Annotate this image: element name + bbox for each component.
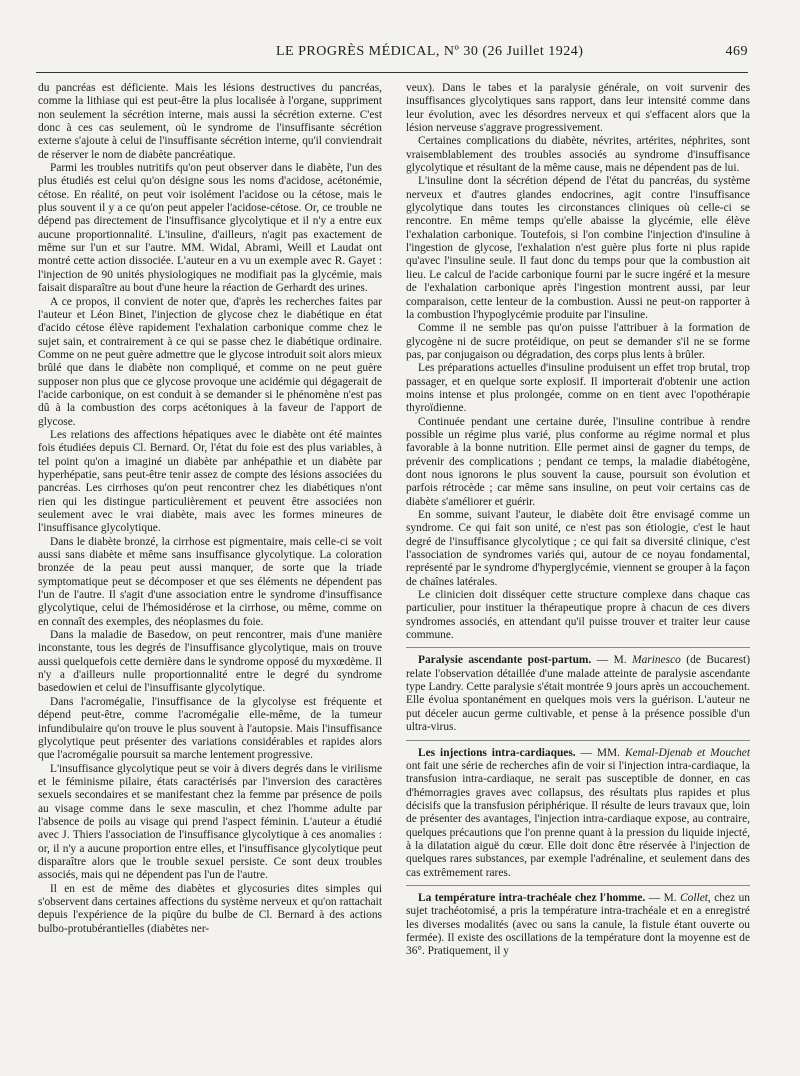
section-divider — [406, 885, 750, 886]
item-dash: — M. — [645, 891, 681, 904]
right-column — [406, 82, 750, 959]
item-title: Paralysie ascendante post-partum. — [418, 654, 592, 667]
paragraph: Continuée pendant une certaine durée, l'insuline contribue à rendre possible un régime plus varié, plus conforme au régime normal et plus favorable à la bonne nutrition. Elle permet ainsi de gagner du temps, de prévenir des complications ; pendant ce temps, la maladie diabétogène, dont nous ignorons le plus souvent la cause, poursuit son évolution et parfois rétrocède ; car même sans insuline, on peut voir certains cas de diabète s'améliorer et guérir. — [406, 415, 750, 508]
section-divider — [406, 740, 750, 741]
paragraph: du pancréas est déficiente. Mais les lésions destructives du pancréas, comme la lithiase qui est peut-être la plus localisée à l'organe, suppriment non seulement la sécrétion interne, mais aussi la sécrétion externe. C'est donc à ces cas seulement, où le syndrome de l'insuffisante sécrétion externe s'ajoute à celui de l'insuffisante sécrétion interne, qu'il conviendrait de réserver le nom de diabète pancréatique. — [38, 82, 382, 161]
left-column — [38, 82, 382, 936]
paragraph: A ce propos, il convient de noter que, d'après les recherches faites par l'auteur et Léon Binet, l'injection de glycose chez le diabétique en état d'acido cétose élève rapidement l'exhalation carbonique comme chez le sujet sain, et contrairement à ce qui se passe chez le diabétique ordinaire. Comme on ne peut guère admettre que le glycose introduit soit alors mieux brûlé que dans le diabète non compliqué, et comme on ne peut guère supposer non plus que ce glycose provoque une acidémie qui dégagerait de l'acide carbonique, on est conduit à se demander si le phénomène n'est pas dû à la combustion des corps acétoniques à la faveur de l'apport de glycose. — [38, 295, 382, 428]
paragraph: Dans la maladie de Basedow, on peut rencontrer, mais d'une manière inconstante, tous les degrés de l'insuffisance glycolytique, mais on trouve aussi quelquefois cette dernière dans le syndrome opposé du myxœdème. Il n'y a d'ailleurs nulle proportionnalité entre le degré du syndrome basedowien et celui de l'insuffisante glycolytique. — [38, 629, 382, 695]
paragraph: Dans le diabète bronzé, la cirrhose est pigmentaire, mais celle-ci se voit aussi sans diabète et même sans insuffisance glycolytique. La coloration bronzée de la peau peut aussi manquer, de sorte que la triade symptomatique peut se décomposer et que ses éléments ne dépendent pas l'un de l'autre. Il s'agit d'une association entre le syndrome d'insuffisance glycolytique, celui de l'hémosidérose et la cirrhose, ou même, comme on en connaît des exemples, des néoplasmes du foie. — [38, 535, 382, 628]
item-dash: — M. — [591, 654, 633, 667]
paragraph: Les préparations actuelles d'insuline produisent un effet trop brutal, trop passager, et en quelque sorte explosif. Il importerait d'obtenir une action moins intense et plus prolongée, comme on en tient avec l'opothérapie thyroïdienne. — [406, 362, 750, 415]
item-body: (de Bucarest) relate l'observation détaillée d'une malade atteinte de paralysie ascendante type Landry. Cette paralysie s'était montrée 9 jours après un accouchement. Elle évolua spontanément en quelques mois vers la guérison. L'auteur ne put déceler aucun germe cultivable, et pense à la présence possible d'un ultra-virus. — [406, 654, 750, 734]
paragraph: Dans l'acromégalie, l'insuffisance de la glycolyse est fréquente et dépend peut-être, comme l'acromégalie elle-même, de la tumeur infundibulaire qu'on trouve le plus souvent à l'autopsie. Mais l'insuffisance glycolytique peut présenter des variations considérables et rapides alors que l'acromégalie poursuit sa marche lentement progressive. — [38, 695, 382, 762]
paragraph: Les relations des affections hépatiques avec le diabète ont été maintes fois étudiées depuis Cl. Bernard. Or, l'état du foie est des plus variables, à tel point qu'on a imaginé un diabète par anhépathie et un diabète par hyperhépatie, sans peut-être tenir assez de compte des lésions associées du pancréas. Les cirrhoses qu'on peut rencontrer chez les diabétiques n'ont rien qui les distingue particulièrement et peuvent être associées non seulement avec le vrai diabète, mais avec les formes mineures de l'insuffisance glycolytique. — [38, 428, 382, 535]
paragraph: L'insuffisance glycolytique peut se voir à divers degrés dans le virilisme et le féminisme pilaire, états caractérisés par l'inversion des caractères sexuels secondaires et se manifestant chez la femme par présence de poils au visage comme dans le sexe masculin, et chez l'homme adulte par l'absence de poils au visage qui prend l'aspect féminin. L'auteur a étudié avec J. Thiers l'association de l'insuffisance glycolytique à ces anomalies : or, il n'y a aucune proportion entre elles, et l'insuffisance glycolytique peut disparaître alors que le trouble sexuel persiste. Ce sont deux troubles associés, mais qui ne dépendent pas l'un de l'autre. — [38, 762, 382, 882]
paragraph: Certaines complications du diabète, névrites, artérites, néphrites, sont vraisemblablement des troubles associés au syndrome d'insuffisance glycolytique et résultant de la même cause, mais ne dépendent pas de lui. — [406, 135, 750, 175]
journal-title: LE PROGRÈS MÉDICAL, Nº 30 (26 Juillet 1924) — [276, 44, 584, 59]
item-title: Les injections intra-cardiaques. — [418, 746, 576, 759]
item-title: La température intra-trachéale chez l'homme. — [418, 891, 646, 904]
paragraph: Comme il ne semble pas qu'on puisse l'attribuer à la formation de glycogène ni de sucre protéidique, on peut se demander s'il ne se forme pas, par conjugaison ou dégradation, des corps plus lents à brûler. — [406, 322, 750, 361]
item-body: ont fait une série de recherches afin de voir si l'injection intra-cardiaque, la transfusion intra-cardiaque, ne serait pas susceptible de donner, en cas d'hémorragies graves avec collapsus, des résultats plus rapides et plus décisifs que la transfusion périphérique. Il résulte de leurs travaux que, loin de présenter des avantages, l'injection intra-cardiaque expose, au contraire, quelques précautions que l'on prenne quant à la pression du liquide injecté, à la dilatation aiguë du cœur. Elle doit donc être réservée à l'injection de quelques rares substances, par exemple l'adrénaline, et seulement dans des cas extrêmement rares. — [406, 759, 750, 879]
news-item-temperature — [406, 892, 750, 959]
paragraph: L'insuline dont la sécrétion dépend de l'état du pancréas, du système nerveux et d'autres glandes endocrines, agit contre l'insuffisance glycolytique dans toutes les circonstances cliniques où celle-ci se rencontre. En même temps qu'elle abaisse la glycémie, elle élève l'exhalation carbonique. Toutefois, si l'on combine l'injection d'insuline à l'ingestion de glycose, l'exhalation n'est guère plus forte ni plus rapide qu'avec l'insuline seule. Il faut donc du temps pour que la combustion ait lieu. Le calcul de l'acide carbonique fourni par le sucre ingéré et la mesure de l'exhalation carbonique après l'ingestion montrent aussi, par leur comparaison, cette lenteur de la combustion. Aussi ne peut-on rapporter à la combustion l'hypoglycémie produite par l'insuline. — [406, 175, 750, 321]
item-body: , chez un sujet trachéotomisé, a pris la température intra-trachéale et en a enregistré les diverses modalités (avec ou sans la canule, la fistule étant ouverte ou fermée). Il existe des oscillations de la température dont la moyenne est de 36°. Pratiquement, il y — [406, 891, 750, 958]
section-divider — [406, 647, 750, 648]
item-dash: — MM. — [575, 746, 625, 759]
news-item-injections — [406, 747, 750, 880]
page-number: 469 — [725, 44, 748, 59]
item-author: Collet — [680, 891, 708, 904]
news-item-paralysie — [406, 654, 750, 734]
header-rule — [36, 72, 748, 73]
item-author: Kemal-Djenab et Mouchet — [624, 746, 750, 759]
item-author: Marinesco — [632, 654, 681, 667]
paragraph: Le clinicien doit disséquer cette structure complexe dans chaque cas particulier, pour instituer la thérapeutique propre à chacun de ces divers syndromes associés, en attendant qu'il puisse trouver et traiter leur cause commune. — [406, 589, 750, 642]
paragraph: veux). Dans le tabes et la paralysie générale, on voit survenir des insuffisances glycolytiques sans rapport, dans leur intensité comme dans leur évolution, avec les désordres nerveux et qui s'effacent alors que la lésion nerveuse s'aggrave progressivement. — [406, 82, 750, 135]
paragraph: Il en est de même des diabètes et glycosuries dites simples qui s'observent dans certaines affections du système nerveux et qu'on rattachait depuis l'expérience de la piqûre du bulbe de Cl. Bernard à des actions bulbo-protubérantielles (diabètes ner- — [38, 882, 382, 935]
paragraph: En somme, suivant l'auteur, le diabète doit être envisagé comme un syndrome. Ce qui fait son unité, ce n'est pas son étiologie, c'est le haut degré de l'insuffisance glycolytique ; ce qui fait sa diversité clinique, c'est l'association de syndromes variés qui, autour de ce noyau fondamental, représenté par le syndrome d'hyperglycémie, viennent se grouper à la façon de chaînes latérales. — [406, 509, 750, 588]
paragraph: Parmi les troubles nutritifs qu'on peut observer dans le diabète, l'un des plus étudiés est celui qu'on désigne sous les noms d'acidose, acétonémie, cétose. En réalité, on peut voir isolément l'acidose ou la cétose, mais le plus souvent il y a ce qu'on peut appeler l'acidose-cétose. Or, ce trouble ne dépend pas directement de l'insuffisance glycolytique et il n'y a entre eux aucune proportionnalité. L'insuline, d'ailleurs, n'agit pas exactement de même sur l'un et sur l'autre. MM. Widal, Abrami, Weill et Laudat ont montré cette action dissociée. L'auteur en a vu un exemple avec R. Gayet : l'injection de 90 unités physiologiques ne modifiait pas la glycémie, mais faisait disparaître au bout d'une heure la réaction de Gerhardt des urines. — [38, 162, 382, 295]
